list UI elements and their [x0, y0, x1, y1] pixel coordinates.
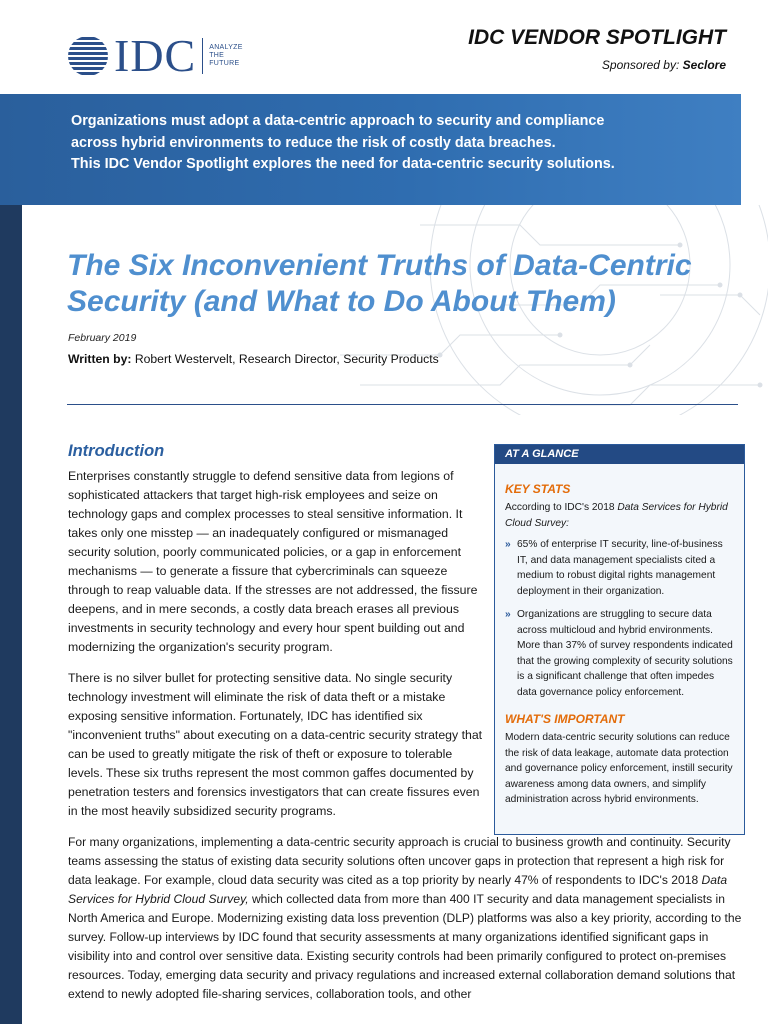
sponsor-line: [602, 58, 726, 72]
report-type-label: IDC VENDOR SPOTLIGHT: [468, 26, 726, 49]
header-divider: [67, 404, 738, 405]
idc-logo: [66, 30, 243, 81]
byline-author: Robert Westervelt, Research Director, Security Products: [134, 352, 439, 366]
intro-paragraph-3: For many organizations, implementing a data-centric security approach is crucial to business growth and continuity. Security teams assessing the status of existing data security solutions often uncover gaps in protection that represent a high risk for data leakage. For example, cloud data security was cited as a top priority by nearly 47% of respondents to IDC's 2018 Data Services for Hybrid Cloud Survey, which collected data from more than 400 IT security and data management specialists in North America and Europe. Modernizing existing data loss prevention (DLP) platforms was also a key priority, according to the survey. Follow-up interviews by IDC found that security assessments at many organizations identified significant gaps in visibility into and control over sensitive data. Existing security controls had been primarily configured to protect on-premises resources. Today, emerging data security and privacy regulations and increased external collaboration demand solutions that extend to newly adopted file-sharing services, collaboration tools, and other: [68, 835, 742, 1001]
document-title: The Six Inconvenient Truths of Data-Centric Security (and What to Do About Them): [67, 249, 692, 318]
left-accent-bar: [0, 205, 22, 1024]
sponsor-name: Seclore: [682, 58, 726, 72]
banner-text: Organizations must adopt a data-centric approach to security and compliance across hybrid environments to reduce the risk of costly data breaches. This IDC Vendor Spotlight explores the need for data-centric security solutions.: [71, 113, 615, 172]
intro-paragraph-2: There is no silver bullet for protecting sensitive data. No single security technology investment will eliminate the risk of data theft or a mistake exposing sensitive information. Fortunately, IDC has identified six "inconvenient truths" about executing on a data-centric security strategy that can be used to greatly mitigate the risk of theft or exposure to tolerable levels. These six truths represent the most common gaffes documented by penetration testers and forensics investigators that can create fissures even in the most heavily subsidized security programs.: [68, 671, 483, 818]
bullet-icon: »: [505, 539, 511, 550]
sponsor-label: Sponsored by:: [601, 58, 680, 72]
publication-date: February 2019: [68, 332, 137, 344]
summary-banner: [0, 94, 741, 205]
whats-important-text: Modern data-centric security solutions can reduce the risk of data leakage, automate data protection and governance policy enforcement, instill security awareness among data owners, and simplify administration across hybrid environments.: [505, 732, 733, 805]
logo-wordmark: IDC: [114, 30, 197, 81]
at-a-glance-sidebar: [494, 444, 745, 835]
section-heading-introduction: Introduction: [68, 442, 165, 460]
glance-heading: AT A GLANCE: [495, 445, 744, 464]
intro-paragraph-1: Enterprises constantly struggle to defend sensitive data from legions of sophisticated attackers that target high-risk employees and seize on technology gaps and complex processes to steal sensitive information. It takes only one misstep — an inadequately configured or mismanaged security solution, poorly communicated policies, or a gap in enforcement mechanisms — to generate a fissure that cybercriminals can squeeze through to reap valuable data. If the stresses are not addressed, the fissure deepens, and in mere seconds, a costly data breach erases all previous investments in security technology and every hour spent building out and modernizing the organization's security program.: [68, 469, 478, 654]
globe-icon: [66, 34, 110, 78]
key-stats-intro: According to IDC's 2018 Data Services for Hybrid Cloud Survey:: [505, 502, 728, 529]
logo-divider: [202, 38, 203, 74]
byline: [68, 352, 439, 366]
whats-important-heading: WHAT'S IMPORTANT: [505, 712, 625, 726]
bullet-icon: »: [505, 609, 511, 620]
byline-label: Written by:: [68, 352, 132, 366]
list-item: » Organizations are struggling to secure data across multicloud and hybrid environments. More than 37% of survey respondents indicated that the growing complexity of security solutions is a significant challenge that often impedes data governance policy enforcement.: [505, 609, 733, 698]
key-stats-heading: KEY STATS: [505, 482, 571, 496]
key-stats-list: [505, 537, 734, 700]
list-item: » 65% of enterprise IT security, line-of-business IT, and data management specialists cited a medium to robust digital rights management deployment in their organization.: [505, 539, 723, 597]
logo-tagline: ANALYZE THE FUTURE: [209, 44, 243, 67]
